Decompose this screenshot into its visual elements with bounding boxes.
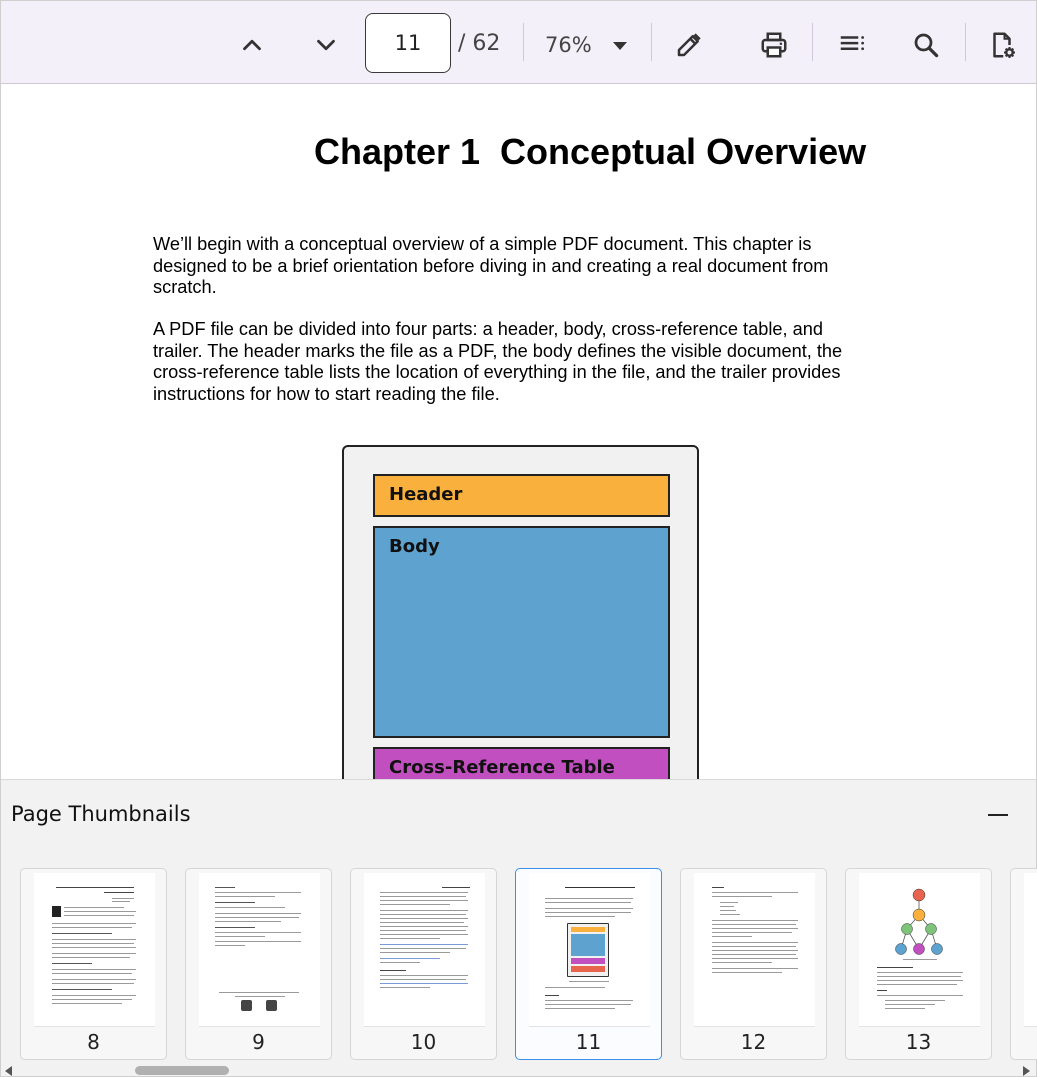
page-thumbnail-9[interactable] <box>185 868 332 1060</box>
figure-xref-block: Cross-Reference Table <box>373 747 670 779</box>
minus-icon <box>988 814 1008 817</box>
zoom-dropdown-button[interactable] <box>605 31 635 61</box>
thumbnails-scrollbar[interactable] <box>1 1065 1036 1077</box>
chevron-down-icon <box>311 30 341 60</box>
twitter-icon <box>241 1000 252 1011</box>
thumbnails-title: Page Thumbnails <box>11 802 191 826</box>
figure-header-block: Header <box>373 474 670 517</box>
menu-lines-icon <box>837 30 867 60</box>
thumbnail-page-number: 8 <box>87 1030 100 1054</box>
toolbar-divider <box>523 23 524 61</box>
page-number-input[interactable] <box>365 13 451 73</box>
document-view[interactable] <box>1 85 1036 779</box>
figure-body-block: Body <box>373 526 670 738</box>
toolbar-divider <box>651 23 652 61</box>
scroll-right-arrow-icon[interactable] <box>1023 1066 1030 1076</box>
facebook-icon <box>266 1000 277 1011</box>
thumbnail-preview <box>529 873 650 1027</box>
page-thumbnail-partial[interactable] <box>1010 868 1037 1060</box>
thumbnail-page-number: 9 <box>252 1030 265 1054</box>
thumbnail-preview <box>199 873 320 1027</box>
toolbar-divider <box>812 23 813 61</box>
document-settings-icon <box>987 30 1017 60</box>
caret-down-icon <box>608 34 632 58</box>
next-page-button[interactable] <box>304 23 348 67</box>
scroll-left-arrow-icon[interactable] <box>5 1066 12 1076</box>
page-thumbnail-8[interactable] <box>20 868 167 1060</box>
document-settings-button[interactable] <box>980 23 1024 67</box>
collapse-thumbnails-button[interactable] <box>983 800 1013 830</box>
thumbnail-page-number: 10 <box>410 1030 437 1054</box>
printer-icon <box>759 30 789 60</box>
thumbnails-panel <box>1 779 1036 1076</box>
toolbar-divider <box>965 23 966 61</box>
thumbnail-preview <box>364 873 485 1027</box>
previous-page-button[interactable] <box>230 23 274 67</box>
print-button[interactable] <box>752 23 796 67</box>
page-total: / 62 <box>458 31 501 56</box>
thumbnail-page-number: 13 <box>905 1030 932 1054</box>
thumbnail-preview <box>859 873 980 1027</box>
thumbnail-preview <box>694 873 815 1027</box>
drop-cap <box>52 906 61 917</box>
search-button[interactable] <box>904 23 948 67</box>
thumbnail-preview <box>34 873 155 1027</box>
page-thumbnail-11[interactable] <box>515 868 662 1060</box>
page-thumbnail-13[interactable] <box>845 868 992 1060</box>
thumbnail-preview <box>1024 873 1037 1027</box>
toolbar <box>1 1 1036 84</box>
page-thumbnail-12[interactable] <box>680 868 827 1060</box>
chapter-title: Chapter 1 Conceptual Overview <box>314 131 867 172</box>
thumbnail-page-number: 12 <box>740 1030 767 1054</box>
chevron-up-icon <box>237 30 267 60</box>
scrollbar-thumb[interactable] <box>135 1066 229 1075</box>
search-icon <box>911 30 941 60</box>
thumbnail-page-number: 11 <box>575 1030 602 1054</box>
page-thumbnail-10[interactable] <box>350 868 497 1060</box>
zoom-level[interactable]: 76% <box>545 33 592 57</box>
mini-figure <box>567 923 609 977</box>
pdf-structure-figure <box>342 445 699 779</box>
pencil-icon <box>674 30 704 60</box>
paragraph: We’ll begin with a conceptual overview of a simple PDF document. This chapter is designed to be a brief orientation before diving in and creating a real document from scratch. <box>153 234 829 297</box>
paragraph: A PDF file can be divided into four parts: a header, body, cross-reference table, and trailer. The header marks the file as a PDF, the body defines the visible document, the cross-reference table lists the location of everything in the file, and the trailer provides instructions for how to start reading the file. <box>153 319 843 404</box>
draw-button[interactable] <box>667 23 711 67</box>
outline-button[interactable] <box>830 23 874 67</box>
